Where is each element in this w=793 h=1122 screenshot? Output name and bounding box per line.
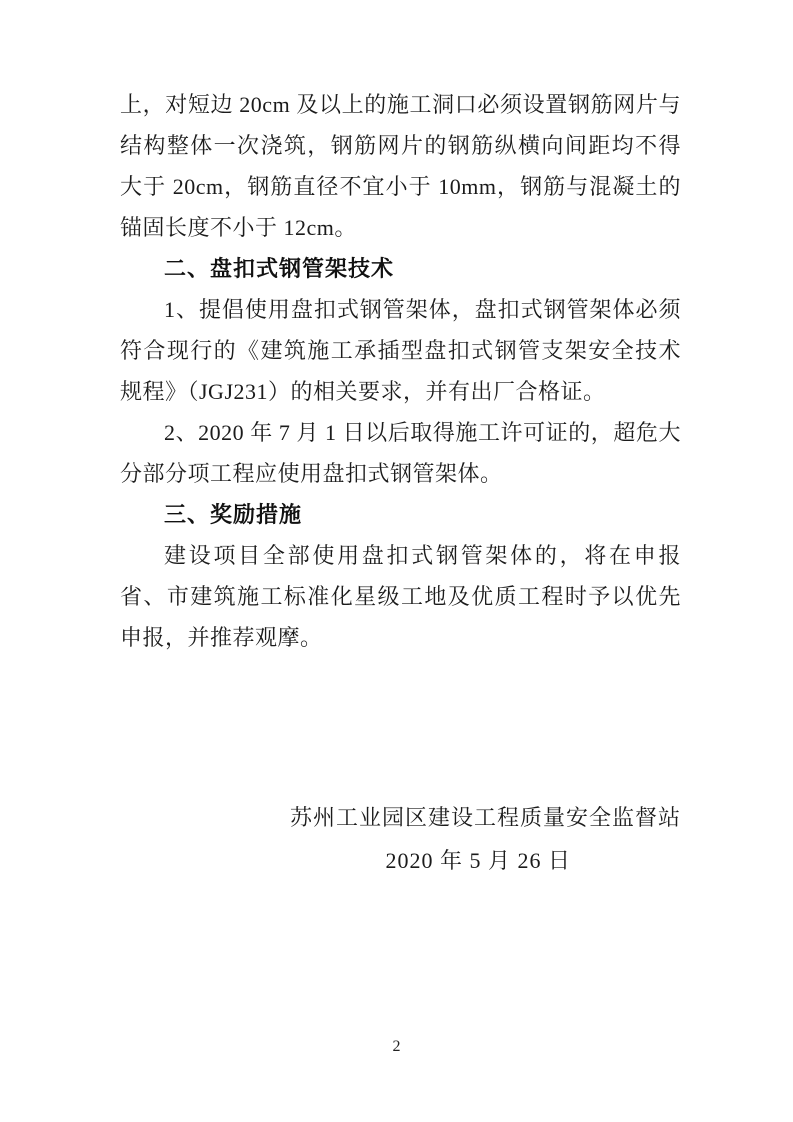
paragraph-section2-item-1: 1、提倡使用盘扣式钢管架体，盘扣式钢管架体必须符合现行的《建筑施工承插型盘扣式钢管支架安全技术规程》（JGJ231）的相关要求，并有出厂合格证。 [120, 297, 681, 404]
section-heading-panbuckle-tech: 二、盘扣式钢管架技术 [164, 256, 395, 281]
paragraph-section2-item-2: 2、2020 年 7 月 1 日以后取得施工许可证的，超危大分部分项工程应使用盘扣式钢管架体。 [120, 420, 681, 486]
signature-organization: 苏州工业园区建设工程质量安全监督站 [289, 805, 681, 830]
signature-block [120, 796, 681, 882]
signature-date: 2020 年 5 月 26 日 [385, 848, 571, 873]
paragraph-section3-reward: 建设项目全部使用盘扣式钢管架体的，将在申报省、市建筑施工标准化星级工地及优质工程时予以优先申报，并推荐观摩。 [120, 543, 681, 650]
section-heading-reward-measures: 三、奖励措施 [164, 502, 303, 527]
page-number: 2 [392, 1038, 401, 1055]
paragraph-continuation: 上，对短边 20cm 及以上的施工洞口必须设置钢筋网片与结构整体一次浇筑，钢筋网片的钢筋纵横向间距均不得大于 20cm，钢筋直径不宜小于 10mm，钢筋与混凝土的锚固长度不小于 12cm。 [120, 92, 681, 240]
document-body [120, 84, 681, 882]
